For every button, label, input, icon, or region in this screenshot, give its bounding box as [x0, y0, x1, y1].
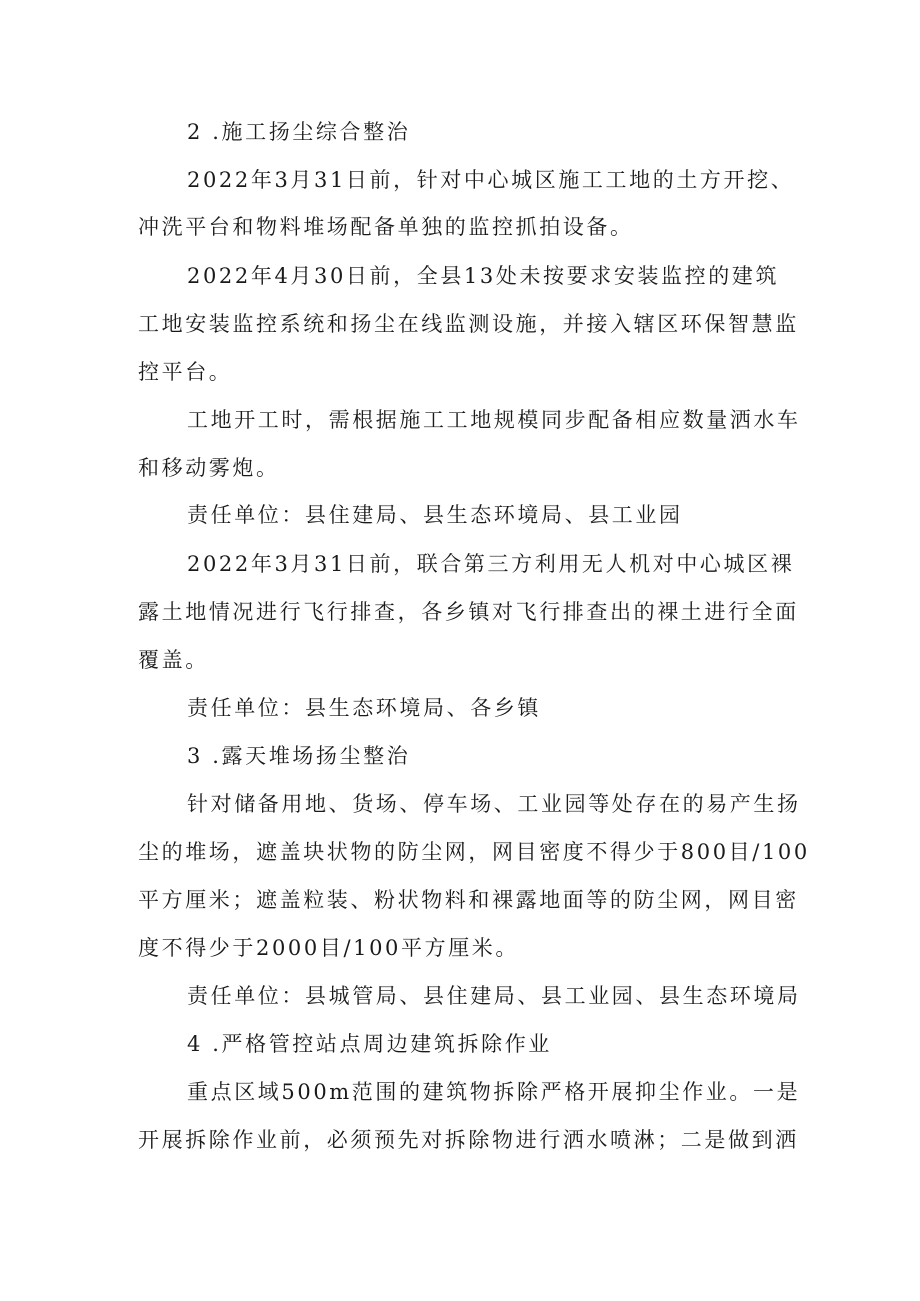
paragraph-line: 针对储备用地、货场、停车场、工业园等处存在的易产生扬	[187, 792, 801, 816]
section-heading-2: 2 .施工扬尘综合整治	[187, 120, 411, 144]
paragraph-line: 重点区域500m范围的建筑物拆除严格开展抑尘作业。一是	[187, 1080, 801, 1104]
section-heading-4: 4 .严格管控站点周边建筑拆除作业	[187, 1032, 552, 1056]
paragraph-line: 2022年3月31日前，针对中心城区施工工地的土方开挖、	[187, 168, 795, 192]
paragraph-line: 尘的堆场，遮盖块状物的防尘网，网目密度不得少于800目/100	[138, 840, 810, 864]
paragraph-line: 冲洗平台和物料堆场配备单独的监控抓拍设备。	[138, 215, 634, 239]
paragraph-line: 度不得少于2000目/100平方厘米。	[138, 936, 519, 960]
responsible-unit-line: 责任单位：县生态环境局、各乡镇	[187, 696, 541, 720]
paragraph-line: 露土地情况进行飞行排查，各乡镇对飞行排查出的裸土进行全面	[138, 600, 799, 624]
paragraph-line: 工地安装监控系统和扬尘在线监测设施，并接入辖区环保智慧监	[138, 312, 799, 336]
paragraph-line: 工地开工时，需根据施工工地规模同步配备相应数量洒水车	[187, 408, 801, 432]
responsible-unit-line: 责任单位：县住建局、县生态环境局、县工业园	[187, 503, 683, 527]
paragraph-line: 2022年4月30日前，全县13处未按要求安装监控的建筑	[187, 264, 780, 288]
paragraph-line: 2022年3月31日前，联合第三方利用无人机对中心城区裸	[187, 552, 795, 576]
responsible-unit-line: 责任单位：县城管局、县住建局、县工业园、县生态环境局	[187, 984, 801, 1008]
paragraph-line: 控平台。	[138, 360, 233, 384]
paragraph-line: 平方厘米；遮盖粒装、粉状物料和裸露地面等的防尘网，网目密	[138, 888, 799, 912]
paragraph-line: 和移动雾炮。	[138, 456, 280, 480]
paragraph-line: 开展拆除作业前，必须预先对拆除物进行洒水喷淋；二是做到洒	[138, 1128, 799, 1152]
section-heading-3: 3 .露天堆场扬尘整治	[187, 744, 411, 768]
paragraph-line: 覆盖。	[138, 648, 209, 672]
